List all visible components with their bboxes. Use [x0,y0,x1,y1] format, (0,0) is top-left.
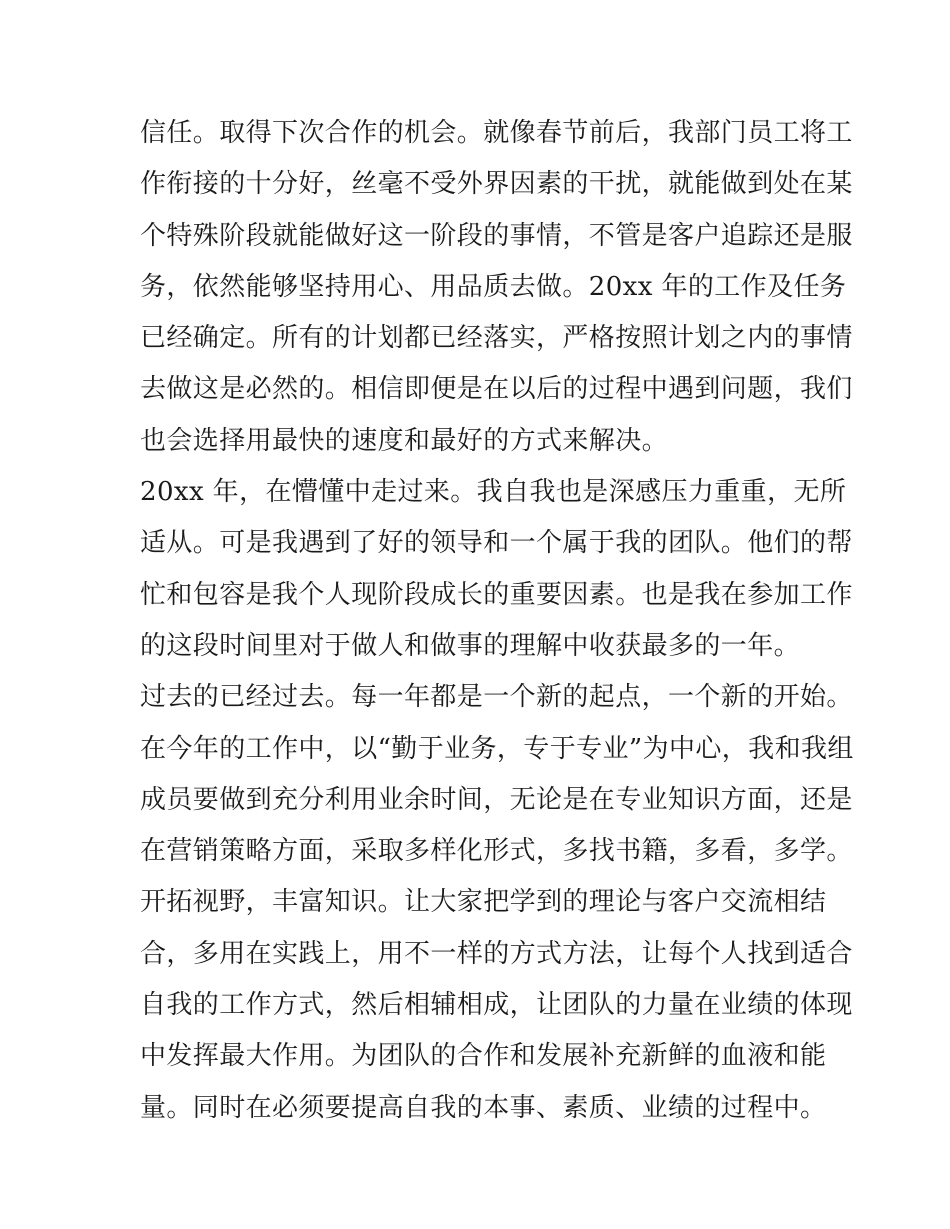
text-line: 忙和包容是我个人现阶段成长的重要因素。也是我在参加工作 [140,579,853,610]
text-line: 去做这是必然的。相信即便是在以后的过程中遇到问题，我们 [140,374,853,405]
text-line: 自我的工作方式，然后相辅相成，让团队的力量在业绩的体现 [140,990,853,1021]
text-line: 成员要做到充分利用业余时间，无论是在专业知识方面，还是 [140,784,853,815]
text-line: 适从。可是我遇到了好的领导和一个属于我的团队。他们的帮 [140,528,853,559]
text-line: 务，依然能够坚持用心、用品质去做。20xx 年的工作及任务 [140,271,847,302]
text-line: 已经确定。所有的计划都已经落实，严格按照计划之内的事情 [140,323,853,354]
document-body [140,108,854,1134]
text-line: 量。同时在必须要提高自我的本事、素质、业绩的过程中。 [140,1092,827,1123]
text-line: 中发挥最大作用。为团队的合作和发展补充新鲜的血液和能 [140,1041,827,1072]
text-line: 在营销策略方面，采取多样化形式，多找书籍，多看，多学。 [140,836,853,867]
text-line: 过去的已经过去。每一年都是一个新的起点，一个新的开始。 [140,682,853,713]
text-line: 在今年的工作中，以“勤于业务，专于专业”为中心，我和我组 [140,733,854,764]
text-line: 作衔接的十分好，丝毫不受外界因素的干扰，就能做到处在某 [140,169,853,200]
text-line: 也会选择用最快的速度和最好的方式来解决。 [140,425,669,456]
text-line: 开拓视野，丰富知识。让大家把学到的理论与客户交流相结 [140,887,827,918]
text-line: 合，多用在实践上，用不一样的方式方法，让每个人找到适合 [140,938,853,969]
text-line: 个特殊阶段就能做好这一阶段的事情，不管是客户追踪还是服 [140,220,853,251]
text-line: 20xx 年，在懵懂中走过来。我自我也是深感压力重重，无所 [140,477,847,508]
text-line: 的这段时间里对于做人和做事的理解中收获最多的一年。 [140,630,801,661]
text-line: 信任。取得下次合作的机会。就像春节前后，我部门员工将工 [140,118,853,148]
